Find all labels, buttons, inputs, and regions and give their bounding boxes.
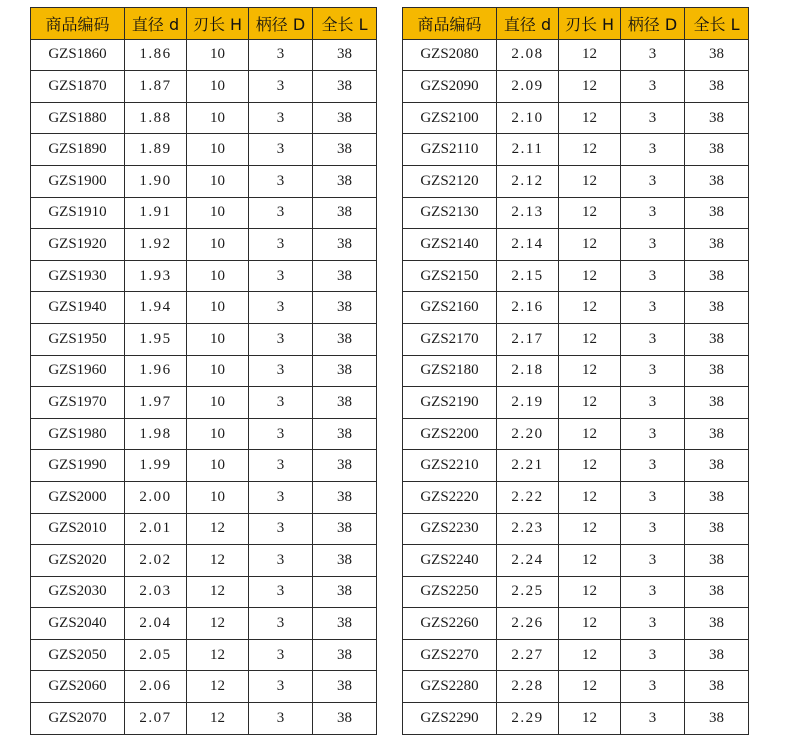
table-row bbox=[403, 134, 749, 166]
cell-product-code: GZS2290 bbox=[403, 703, 497, 735]
cell-product-code: GZS1880 bbox=[31, 102, 125, 134]
cell-blade-length: 10 bbox=[187, 229, 249, 261]
cell-diameter: 2.04 bbox=[125, 608, 187, 640]
cell-product-code: GZS2000 bbox=[31, 481, 125, 513]
table-row bbox=[403, 671, 749, 703]
cell-product-code: GZS2150 bbox=[403, 260, 497, 292]
cell-product-code: GZS1980 bbox=[31, 418, 125, 450]
cell-blade-length: 10 bbox=[187, 39, 249, 71]
cell-diameter: 2.07 bbox=[125, 703, 187, 735]
table-row bbox=[403, 703, 749, 735]
cell-total-length: 38 bbox=[313, 513, 377, 545]
cell-blade-length: 12 bbox=[559, 260, 621, 292]
cell-total-length: 38 bbox=[685, 671, 749, 703]
cell-blade-length: 12 bbox=[559, 703, 621, 735]
cell-diameter: 2.16 bbox=[497, 292, 559, 324]
table-row bbox=[31, 450, 377, 482]
cell-total-length: 38 bbox=[313, 671, 377, 703]
cell-blade-length: 12 bbox=[559, 102, 621, 134]
cell-product-code: GZS1890 bbox=[31, 134, 125, 166]
cell-total-length: 38 bbox=[685, 545, 749, 577]
cell-diameter: 2.23 bbox=[497, 513, 559, 545]
cell-product-code: GZS2240 bbox=[403, 545, 497, 577]
cell-blade-length: 12 bbox=[187, 576, 249, 608]
cell-shank-diameter: 3 bbox=[249, 450, 313, 482]
cell-blade-length: 12 bbox=[559, 513, 621, 545]
cell-product-code: GZS2110 bbox=[403, 134, 497, 166]
table-row bbox=[31, 703, 377, 735]
cell-product-code: GZS1930 bbox=[31, 260, 125, 292]
cell-diameter: 1.88 bbox=[125, 102, 187, 134]
cell-diameter: 2.09 bbox=[497, 71, 559, 103]
cell-product-code: GZS2230 bbox=[403, 513, 497, 545]
table-row bbox=[403, 102, 749, 134]
cell-diameter: 2.25 bbox=[497, 576, 559, 608]
cell-blade-length: 10 bbox=[187, 165, 249, 197]
cell-diameter: 2.14 bbox=[497, 229, 559, 261]
cell-diameter: 1.86 bbox=[125, 39, 187, 71]
cell-blade-length: 10 bbox=[187, 134, 249, 166]
table-row bbox=[31, 355, 377, 387]
table-row bbox=[403, 39, 749, 71]
cell-blade-length: 12 bbox=[559, 545, 621, 577]
table-row bbox=[403, 450, 749, 482]
header-diameter: 直径 d bbox=[497, 8, 559, 40]
cell-total-length: 38 bbox=[685, 513, 749, 545]
cell-total-length: 38 bbox=[313, 134, 377, 166]
cell-diameter: 2.03 bbox=[125, 576, 187, 608]
cell-diameter: 1.93 bbox=[125, 260, 187, 292]
cell-shank-diameter: 3 bbox=[249, 703, 313, 735]
cell-product-code: GZS2280 bbox=[403, 671, 497, 703]
cell-diameter: 2.10 bbox=[497, 102, 559, 134]
table-row bbox=[31, 481, 377, 513]
cell-blade-length: 12 bbox=[559, 39, 621, 71]
cell-blade-length: 10 bbox=[187, 71, 249, 103]
cell-shank-diameter: 3 bbox=[249, 39, 313, 71]
cell-blade-length: 10 bbox=[187, 450, 249, 482]
cell-shank-diameter: 3 bbox=[249, 292, 313, 324]
cell-product-code: GZS2100 bbox=[403, 102, 497, 134]
header-blade-length: 刃长 H bbox=[559, 8, 621, 40]
cell-total-length: 38 bbox=[313, 418, 377, 450]
cell-diameter: 1.97 bbox=[125, 387, 187, 419]
table-row bbox=[403, 323, 749, 355]
cell-total-length: 38 bbox=[313, 639, 377, 671]
cell-total-length: 38 bbox=[313, 165, 377, 197]
cell-shank-diameter: 3 bbox=[621, 703, 685, 735]
table-row bbox=[31, 197, 377, 229]
cell-shank-diameter: 3 bbox=[249, 134, 313, 166]
cell-product-code: GZS2060 bbox=[31, 671, 125, 703]
cell-product-code: GZS2170 bbox=[403, 323, 497, 355]
cell-blade-length: 12 bbox=[187, 513, 249, 545]
cell-blade-length: 12 bbox=[559, 481, 621, 513]
cell-blade-length: 12 bbox=[187, 608, 249, 640]
cell-shank-diameter: 3 bbox=[621, 671, 685, 703]
cell-shank-diameter: 3 bbox=[621, 134, 685, 166]
cell-product-code: GZS1900 bbox=[31, 165, 125, 197]
cell-total-length: 38 bbox=[685, 197, 749, 229]
cell-total-length: 38 bbox=[313, 323, 377, 355]
cell-shank-diameter: 3 bbox=[249, 418, 313, 450]
table-row bbox=[31, 513, 377, 545]
table-row bbox=[31, 608, 377, 640]
cell-shank-diameter: 3 bbox=[249, 260, 313, 292]
cell-total-length: 38 bbox=[685, 39, 749, 71]
table-row bbox=[403, 418, 749, 450]
cell-diameter: 1.95 bbox=[125, 323, 187, 355]
cell-total-length: 38 bbox=[313, 355, 377, 387]
cell-total-length: 38 bbox=[685, 387, 749, 419]
cell-total-length: 38 bbox=[685, 608, 749, 640]
cell-diameter: 1.89 bbox=[125, 134, 187, 166]
cell-product-code: GZS2190 bbox=[403, 387, 497, 419]
cell-diameter: 2.00 bbox=[125, 481, 187, 513]
header-shank-diameter: 柄径 D bbox=[621, 8, 685, 40]
cell-blade-length: 12 bbox=[559, 639, 621, 671]
spec-table-right bbox=[402, 7, 749, 735]
cell-diameter: 2.13 bbox=[497, 197, 559, 229]
cell-shank-diameter: 3 bbox=[249, 513, 313, 545]
cell-diameter: 2.12 bbox=[497, 165, 559, 197]
cell-product-code: GZS1970 bbox=[31, 387, 125, 419]
table-row bbox=[31, 323, 377, 355]
cell-product-code: GZS2010 bbox=[31, 513, 125, 545]
table-row bbox=[31, 639, 377, 671]
table-row bbox=[403, 355, 749, 387]
cell-product-code: GZS2160 bbox=[403, 292, 497, 324]
cell-diameter: 2.20 bbox=[497, 418, 559, 450]
cell-diameter: 2.18 bbox=[497, 355, 559, 387]
cell-shank-diameter: 3 bbox=[621, 355, 685, 387]
cell-diameter: 2.05 bbox=[125, 639, 187, 671]
table-row bbox=[403, 481, 749, 513]
cell-diameter: 1.98 bbox=[125, 418, 187, 450]
table-row bbox=[403, 608, 749, 640]
cell-total-length: 38 bbox=[685, 450, 749, 482]
cell-shank-diameter: 3 bbox=[249, 481, 313, 513]
cell-total-length: 38 bbox=[313, 545, 377, 577]
cell-blade-length: 12 bbox=[187, 671, 249, 703]
cell-blade-length: 12 bbox=[559, 418, 621, 450]
cell-product-code: GZS2050 bbox=[31, 639, 125, 671]
header-shank-diameter: 柄径 D bbox=[249, 8, 313, 40]
cell-product-code: GZS1940 bbox=[31, 292, 125, 324]
cell-diameter: 2.08 bbox=[497, 39, 559, 71]
cell-shank-diameter: 3 bbox=[621, 102, 685, 134]
cell-blade-length: 12 bbox=[187, 545, 249, 577]
cell-product-code: GZS2250 bbox=[403, 576, 497, 608]
cell-diameter: 1.99 bbox=[125, 450, 187, 482]
cell-product-code: GZS2140 bbox=[403, 229, 497, 261]
cell-diameter: 1.90 bbox=[125, 165, 187, 197]
cell-diameter: 2.11 bbox=[497, 134, 559, 166]
cell-product-code: GZS2090 bbox=[403, 71, 497, 103]
cell-shank-diameter: 3 bbox=[249, 576, 313, 608]
cell-product-code: GZS1870 bbox=[31, 71, 125, 103]
cell-blade-length: 12 bbox=[559, 165, 621, 197]
table-row bbox=[31, 102, 377, 134]
cell-blade-length: 12 bbox=[559, 323, 621, 355]
cell-shank-diameter: 3 bbox=[249, 323, 313, 355]
table-row bbox=[403, 71, 749, 103]
cell-blade-length: 12 bbox=[559, 292, 621, 324]
cell-shank-diameter: 3 bbox=[621, 292, 685, 324]
cell-shank-diameter: 3 bbox=[621, 608, 685, 640]
cell-shank-diameter: 3 bbox=[621, 39, 685, 71]
cell-diameter: 1.87 bbox=[125, 71, 187, 103]
cell-diameter: 2.28 bbox=[497, 671, 559, 703]
cell-total-length: 38 bbox=[685, 576, 749, 608]
cell-shank-diameter: 3 bbox=[249, 608, 313, 640]
table-row bbox=[403, 513, 749, 545]
cell-product-code: GZS2270 bbox=[403, 639, 497, 671]
cell-product-code: GZS2070 bbox=[31, 703, 125, 735]
cell-shank-diameter: 3 bbox=[249, 229, 313, 261]
cell-blade-length: 12 bbox=[559, 450, 621, 482]
cell-diameter: 2.15 bbox=[497, 260, 559, 292]
cell-blade-length: 12 bbox=[187, 639, 249, 671]
header-total-length: 全长 L bbox=[313, 8, 377, 40]
table-row bbox=[31, 260, 377, 292]
cell-total-length: 38 bbox=[313, 608, 377, 640]
cell-blade-length: 10 bbox=[187, 323, 249, 355]
cell-total-length: 38 bbox=[313, 481, 377, 513]
cell-shank-diameter: 3 bbox=[621, 513, 685, 545]
cell-shank-diameter: 3 bbox=[621, 639, 685, 671]
cell-shank-diameter: 3 bbox=[621, 197, 685, 229]
cell-total-length: 38 bbox=[313, 197, 377, 229]
cell-blade-length: 10 bbox=[187, 197, 249, 229]
cell-total-length: 38 bbox=[685, 292, 749, 324]
cell-blade-length: 12 bbox=[559, 197, 621, 229]
cell-blade-length: 10 bbox=[187, 260, 249, 292]
cell-blade-length: 10 bbox=[187, 355, 249, 387]
cell-total-length: 38 bbox=[685, 229, 749, 261]
cell-diameter: 2.21 bbox=[497, 450, 559, 482]
cell-blade-length: 12 bbox=[559, 134, 621, 166]
cell-product-code: GZS2130 bbox=[403, 197, 497, 229]
cell-total-length: 38 bbox=[685, 639, 749, 671]
cell-diameter: 2.22 bbox=[497, 481, 559, 513]
cell-product-code: GZS1990 bbox=[31, 450, 125, 482]
cell-total-length: 38 bbox=[313, 387, 377, 419]
table-row bbox=[403, 229, 749, 261]
cell-total-length: 38 bbox=[685, 102, 749, 134]
cell-shank-diameter: 3 bbox=[621, 260, 685, 292]
cell-product-code: GZS2120 bbox=[403, 165, 497, 197]
cell-diameter: 2.06 bbox=[125, 671, 187, 703]
cell-total-length: 38 bbox=[685, 71, 749, 103]
header-product-code: 商品编码 bbox=[403, 8, 497, 40]
cell-shank-diameter: 3 bbox=[249, 165, 313, 197]
cell-blade-length: 12 bbox=[559, 576, 621, 608]
spec-table-left bbox=[30, 7, 377, 735]
cell-product-code: GZS2180 bbox=[403, 355, 497, 387]
cell-shank-diameter: 3 bbox=[249, 355, 313, 387]
cell-product-code: GZS1920 bbox=[31, 229, 125, 261]
cell-blade-length: 12 bbox=[559, 671, 621, 703]
cell-total-length: 38 bbox=[685, 260, 749, 292]
cell-product-code: GZS1860 bbox=[31, 39, 125, 71]
cell-total-length: 38 bbox=[313, 102, 377, 134]
table-row bbox=[403, 260, 749, 292]
cell-diameter: 2.01 bbox=[125, 513, 187, 545]
table-row bbox=[31, 545, 377, 577]
cell-total-length: 38 bbox=[685, 355, 749, 387]
table-row bbox=[31, 71, 377, 103]
table-row bbox=[31, 292, 377, 324]
header-diameter: 直径 d bbox=[125, 8, 187, 40]
table-row bbox=[403, 545, 749, 577]
cell-blade-length: 12 bbox=[559, 71, 621, 103]
table-row bbox=[403, 292, 749, 324]
table-row bbox=[31, 387, 377, 419]
header-total-length: 全长 L bbox=[685, 8, 749, 40]
cell-shank-diameter: 3 bbox=[249, 387, 313, 419]
table-row bbox=[403, 197, 749, 229]
cell-shank-diameter: 3 bbox=[249, 71, 313, 103]
cell-shank-diameter: 3 bbox=[621, 165, 685, 197]
header-product-code: 商品编码 bbox=[31, 8, 125, 40]
header-row bbox=[403, 8, 749, 40]
cell-diameter: 1.94 bbox=[125, 292, 187, 324]
cell-diameter: 2.02 bbox=[125, 545, 187, 577]
cell-blade-length: 12 bbox=[559, 229, 621, 261]
cell-blade-length: 10 bbox=[187, 481, 249, 513]
cell-shank-diameter: 3 bbox=[621, 387, 685, 419]
cell-product-code: GZS2030 bbox=[31, 576, 125, 608]
cell-diameter: 2.29 bbox=[497, 703, 559, 735]
cell-product-code: GZS1910 bbox=[31, 197, 125, 229]
cell-total-length: 38 bbox=[313, 576, 377, 608]
cell-diameter: 1.96 bbox=[125, 355, 187, 387]
cell-product-code: GZS2200 bbox=[403, 418, 497, 450]
cell-product-code: GZS2260 bbox=[403, 608, 497, 640]
cell-total-length: 38 bbox=[685, 165, 749, 197]
cell-product-code: GZS2020 bbox=[31, 545, 125, 577]
cell-shank-diameter: 3 bbox=[621, 450, 685, 482]
cell-shank-diameter: 3 bbox=[249, 639, 313, 671]
cell-blade-length: 12 bbox=[187, 703, 249, 735]
cell-blade-length: 12 bbox=[559, 355, 621, 387]
header-blade-length: 刃长 H bbox=[187, 8, 249, 40]
cell-total-length: 38 bbox=[313, 39, 377, 71]
table-row bbox=[403, 165, 749, 197]
cell-product-code: GZS2080 bbox=[403, 39, 497, 71]
cell-product-code: GZS2040 bbox=[31, 608, 125, 640]
cell-blade-length: 12 bbox=[559, 387, 621, 419]
cell-shank-diameter: 3 bbox=[249, 197, 313, 229]
cell-blade-length: 10 bbox=[187, 418, 249, 450]
cell-shank-diameter: 3 bbox=[621, 481, 685, 513]
cell-product-code: GZS2210 bbox=[403, 450, 497, 482]
cell-blade-length: 12 bbox=[559, 608, 621, 640]
table-row bbox=[31, 39, 377, 71]
cell-diameter: 2.17 bbox=[497, 323, 559, 355]
cell-diameter: 2.27 bbox=[497, 639, 559, 671]
cell-shank-diameter: 3 bbox=[621, 229, 685, 261]
table-row bbox=[31, 134, 377, 166]
table-row bbox=[31, 418, 377, 450]
cell-shank-diameter: 3 bbox=[249, 102, 313, 134]
cell-diameter: 1.92 bbox=[125, 229, 187, 261]
header-row bbox=[31, 8, 377, 40]
cell-diameter: 2.26 bbox=[497, 608, 559, 640]
cell-total-length: 38 bbox=[313, 703, 377, 735]
table-row bbox=[31, 576, 377, 608]
cell-shank-diameter: 3 bbox=[621, 418, 685, 450]
cell-total-length: 38 bbox=[685, 323, 749, 355]
cell-shank-diameter: 3 bbox=[621, 323, 685, 355]
cell-total-length: 38 bbox=[685, 703, 749, 735]
cell-total-length: 38 bbox=[685, 418, 749, 450]
table-row bbox=[403, 639, 749, 671]
cell-total-length: 38 bbox=[313, 260, 377, 292]
cell-diameter: 2.19 bbox=[497, 387, 559, 419]
cell-blade-length: 10 bbox=[187, 387, 249, 419]
table-row bbox=[403, 576, 749, 608]
cell-product-code: GZS1950 bbox=[31, 323, 125, 355]
cell-product-code: GZS1960 bbox=[31, 355, 125, 387]
table-row bbox=[31, 165, 377, 197]
cell-total-length: 38 bbox=[313, 292, 377, 324]
cell-total-length: 38 bbox=[685, 481, 749, 513]
cell-diameter: 1.91 bbox=[125, 197, 187, 229]
cell-total-length: 38 bbox=[313, 229, 377, 261]
cell-shank-diameter: 3 bbox=[249, 671, 313, 703]
table-row bbox=[31, 671, 377, 703]
cell-shank-diameter: 3 bbox=[621, 545, 685, 577]
cell-total-length: 38 bbox=[685, 134, 749, 166]
cell-shank-diameter: 3 bbox=[249, 545, 313, 577]
cell-total-length: 38 bbox=[313, 450, 377, 482]
cell-blade-length: 10 bbox=[187, 292, 249, 324]
table-row bbox=[403, 387, 749, 419]
cell-shank-diameter: 3 bbox=[621, 71, 685, 103]
cell-product-code: GZS2220 bbox=[403, 481, 497, 513]
cell-shank-diameter: 3 bbox=[621, 576, 685, 608]
cell-blade-length: 10 bbox=[187, 102, 249, 134]
cell-diameter: 2.24 bbox=[497, 545, 559, 577]
table-row bbox=[31, 229, 377, 261]
cell-total-length: 38 bbox=[313, 71, 377, 103]
